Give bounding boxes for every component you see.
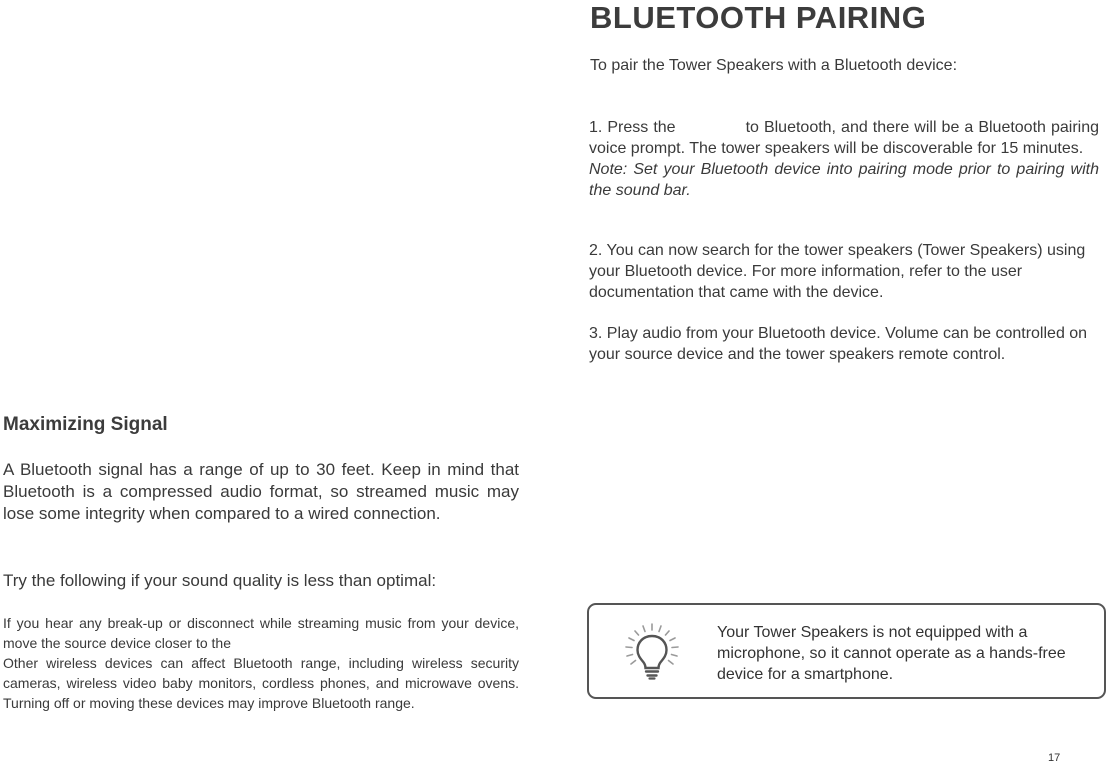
lightbulb-icon [623, 623, 681, 681]
tip-callout-box [587, 603, 1106, 699]
try-following-text: Try the following if your sound quality is less than optimal: [3, 571, 437, 590]
tip-other-devices: Other wireless devices can affect Bluetooth range, including wireless security cameras, wireless video baby monitors, cordless phones, and microwave ovens. Turning off or moving these devices may improve Bluetooth range. [3, 655, 519, 711]
step-1 [589, 117, 1099, 201]
page-title: BLUETOOTH PAIRING [590, 0, 927, 35]
tip-move-closer: If you hear any break-up or disconnect while streaming music from your device, move the source device closer to the [3, 615, 519, 651]
step-2: 2. You can now search for the tower speakers (Tower Speakers) using your Bluetooth device. For more information, refer to the user documentation that came with the device. [589, 242, 1086, 301]
pairing-note: Note: Set your Bluetooth device into pairing mode prior to pairing with the sound bar. [589, 161, 1099, 199]
step-1-start: 1. Press the [589, 119, 676, 136]
signal-paragraph: A Bluetooth signal has a range of up to 30 feet. Keep in mind that Bluetooth is a compressed audio format, so streamed music may lose some integrity when compared to a wired connection. [3, 460, 519, 523]
callout-text: Your Tower Speakers is not equipped with a microphone, so it cannot operate as a hands-free device for a smartphone. [717, 624, 1066, 683]
intro-text: To pair the Tower Speakers with a Bluetooth device: [590, 57, 958, 74]
section-heading: Maximizing Signal [3, 414, 168, 435]
page-number: 17 [1048, 752, 1061, 764]
step-1-rest: to Bluetooth, and there will be a Bluetooth pairing voice prompt. The tower speakers will be discoverable for 15 minutes. [589, 119, 1099, 157]
step-3: 3. Play audio from your Bluetooth device. Volume can be controlled on your source device and the tower speakers remote control. [589, 325, 1088, 363]
